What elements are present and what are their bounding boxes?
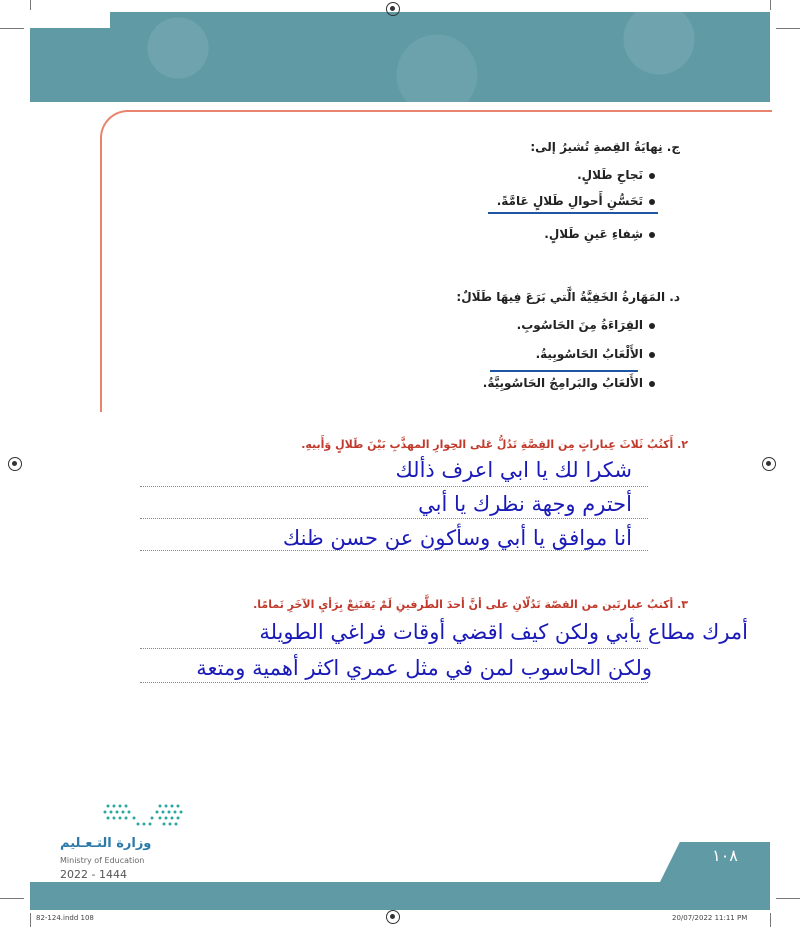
page-number: ١٠٨ [712,846,738,865]
edition-year: 2022 - 1444 [60,868,127,881]
option-label: الأَلْعَابُ الحَاسُوبِيةُ. [535,347,643,361]
crop-mark [776,28,800,29]
question-2-prompt: ٢. أَكتُبُ ثَلاثَ عِباراتٍ مِن القِصَّةِ تَدُلُّ عَلى الحِوارِ المهذَّبِ بَيْنَ طَلالٍ وَأَبيهِ. [301,438,688,451]
registration-mark-icon [762,457,776,471]
bullet-icon [649,352,655,358]
option-j-3[interactable] [544,227,655,241]
option-j-2[interactable] [497,194,655,208]
answer-line [140,682,648,683]
crop-mark [30,0,31,10]
answer-line [140,550,648,551]
crop-mark [0,898,24,899]
crop-mark [770,913,771,927]
answer-2-3[interactable]: أنا موافق يا أبي وسأكون عن حسن ظنك [282,526,632,550]
option-label: القِرَاءَةُ مِنَ الحَاسُوبِ. [516,318,643,332]
crop-mark [0,28,24,29]
content-frame [100,110,772,412]
footer-band [30,882,770,910]
answer-2-2[interactable]: أحترم وجهة نظرك يا أبي [418,492,632,516]
option-label: تَحَسُّنِ أَحوالِ طَلالٍ عَامَّةً. [496,194,643,208]
print-slug-date: 20/07/2022 11:11 PM [672,914,748,922]
option-j-1[interactable] [577,168,655,182]
answer-line [140,648,648,649]
option-d-3[interactable] [483,376,655,390]
option-label: نَجاحِ طَلالٍ. [577,168,643,182]
answer-line [140,486,648,487]
answer-line [140,518,648,519]
selected-answer-underline [488,212,658,214]
bullet-icon [649,323,655,329]
option-d-2[interactable] [536,347,655,361]
option-label: الأَلعَابُ والبَرامِجُ الحَاسُوبِيَّةُ. [482,376,643,390]
bullet-icon [649,232,655,238]
registration-mark-icon [386,2,400,16]
ministry-name-arabic: وزارة التـعـليم [60,836,152,851]
option-label: شِفاءِ عَينِ طَلالٍ. [544,227,643,241]
option-d-1[interactable] [517,318,655,332]
header-notch [30,12,110,28]
bullet-icon [649,173,655,179]
bullet-icon [649,381,655,387]
section-d-heading: د. المَهَارةُ الخَفِيَّةُ الَّتي بَرَعَ فِيهَا طَلَالٌ: [456,290,680,304]
crop-mark [30,913,31,927]
selected-answer-underline [490,370,638,372]
section-j-heading: ج. نِهايَةُ القِصةِ تُشيرُ إلى: [530,140,680,154]
ministry-name-english: Ministry of Education [60,856,145,865]
crop-mark [776,898,800,899]
answer-3-2[interactable]: ولكن الحاسوب لمن في مثل عمري اكثر أهمية ومتعة [196,656,652,680]
ministry-logo-icon [100,800,190,830]
crop-mark [770,0,771,10]
print-slug-file: 82-124.indd 108 [36,914,94,922]
registration-mark-icon [386,910,400,924]
bullet-icon [649,199,655,205]
answer-3-1[interactable]: أمرك مطاع يأبي ولكن كيف اقضي أوقات فراغي الطويلة [259,620,748,644]
header-band [30,12,770,102]
question-3-prompt: ٣. أكتبُ عبارتَين من القصّة تَدُلّانِ على أنَّ أحدَ الطَّرفينِ لَمْ يَقتَنِعْ بِرَأيِ الآخَرِ تَمامًا. [253,598,688,611]
registration-mark-icon [8,457,22,471]
answer-2-1[interactable]: شكرا لك يا ابي اعرف ذألك [395,458,632,482]
